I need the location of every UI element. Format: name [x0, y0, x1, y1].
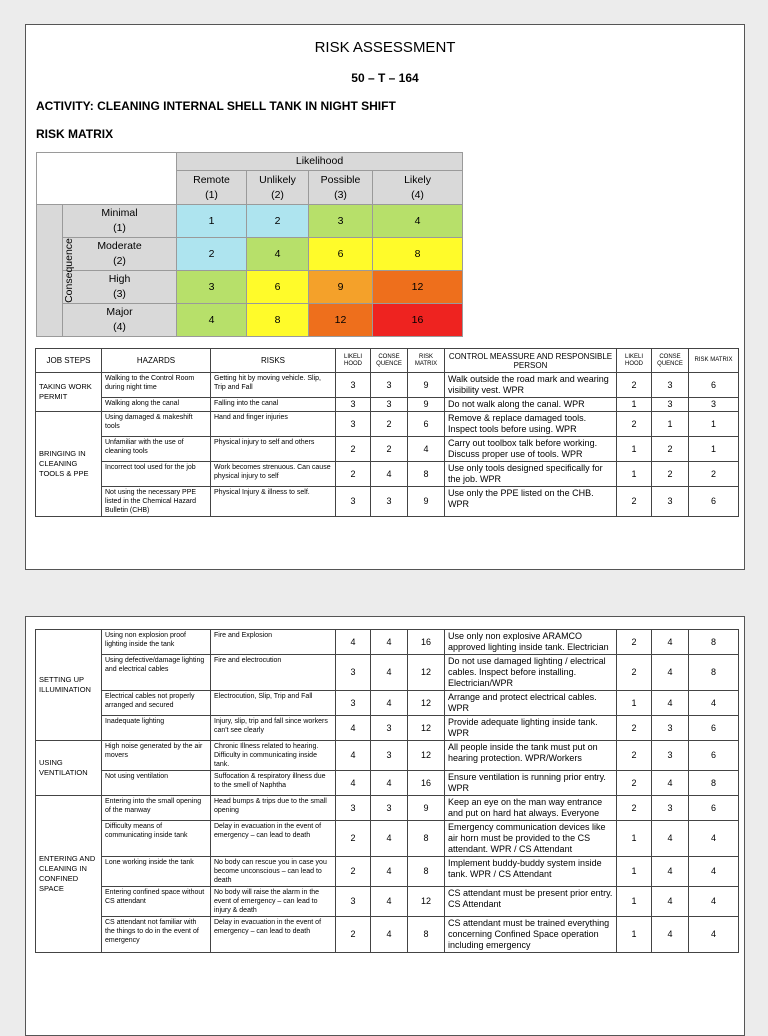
matrix-corner: [37, 153, 177, 205]
consequence-cell: 4: [371, 655, 408, 691]
risk-matrix-cell: 3: [177, 271, 247, 304]
likelihood-cell: 3: [336, 796, 371, 821]
control-measure-cell: Use only non explosive ARAMCO approved lighting inside tank. Electrician: [445, 630, 617, 655]
job-step-cell: USING VENTILATION: [36, 741, 102, 796]
likelihood-cell: 2: [336, 917, 371, 953]
risk-cell: Hand and finger injuries: [211, 412, 336, 437]
residual-risk-rating-cell: 6: [689, 716, 739, 741]
risk-matrix-cell: 2: [177, 238, 247, 271]
control-measure-cell: Emergency communication devices like air horn must be provided to the CS attendant. WPR / CS Attendant: [445, 821, 617, 857]
residual-consequence-cell: 4: [652, 771, 689, 796]
likelihood-col-header: [247, 171, 309, 205]
risk-cell: Physical injury to self and others: [211, 437, 336, 462]
residual-risk-rating-cell: 8: [689, 655, 739, 691]
likelihood-col-num: (3): [334, 188, 347, 201]
header-residual-consequence: CONSE QUENCE: [652, 349, 689, 373]
likelihood-cell: 2: [336, 437, 371, 462]
table-row: [36, 857, 739, 887]
risk-cell: Electrocution, Slip, Trip and Fall: [211, 691, 336, 716]
residual-likelihood-cell: 1: [617, 398, 652, 412]
table-row: [36, 771, 739, 796]
consequence-cell: 4: [371, 771, 408, 796]
residual-consequence-cell: 4: [652, 655, 689, 691]
likelihood-col-header: [373, 171, 463, 205]
residual-risk-rating-cell: 4: [689, 917, 739, 953]
risk-matrix-cell: 8: [247, 304, 309, 337]
risk-rating-cell: 8: [408, 917, 445, 953]
likelihood-col-num: (2): [271, 188, 284, 201]
table-row: [36, 655, 739, 691]
likelihood-cell: 2: [336, 857, 371, 887]
control-measure-cell: CS attendant must be trained everything concerning Confined Space operation including emergency: [445, 917, 617, 953]
residual-risk-rating-cell: 8: [689, 630, 739, 655]
likelihood-col-num: (1): [205, 188, 218, 201]
residual-likelihood-cell: 1: [617, 437, 652, 462]
hazard-cell: Using damaged & makeshift tools: [102, 412, 211, 437]
risk-cell: Physical Injury & illness to self.: [211, 487, 336, 517]
consequence-cell: 2: [371, 412, 408, 437]
risk-matrix-cell: 4: [177, 304, 247, 337]
residual-consequence-cell: 4: [652, 917, 689, 953]
table-row: [36, 437, 739, 462]
table-row: [36, 716, 739, 741]
risk-matrix-cell: 12: [309, 304, 373, 337]
risk-rating-cell: 8: [408, 821, 445, 857]
residual-consequence-cell: 1: [652, 412, 689, 437]
control-measure-cell: Ensure ventilation is running prior entry. WPR: [445, 771, 617, 796]
control-measure-cell: Arrange and protect electrical cables. WPR: [445, 691, 617, 716]
residual-consequence-cell: 4: [652, 887, 689, 917]
control-measure-cell: Remove & replace damaged tools. Inspect tools before using. WPR: [445, 412, 617, 437]
residual-likelihood-cell: 1: [617, 462, 652, 487]
residual-consequence-cell: 3: [652, 741, 689, 771]
hazard-cell: Not using ventilation: [102, 771, 211, 796]
document-page-2: [25, 616, 745, 1036]
likelihood-cell: 4: [336, 716, 371, 741]
table-row: [36, 917, 739, 953]
likelihood-cell: 4: [336, 771, 371, 796]
control-measure-cell: Do not walk along the canal. WPR: [445, 398, 617, 412]
residual-risk-rating-cell: 6: [689, 741, 739, 771]
risk-rating-cell: 12: [408, 887, 445, 917]
consequence-row-name: High: [108, 273, 131, 285]
likelihood-col-name: Remote: [193, 173, 230, 186]
document-title: RISK ASSESSMENT: [314, 39, 456, 56]
residual-likelihood-cell: 2: [617, 716, 652, 741]
risk-cell: Suffocation & respiratory illness due to the smell of Naphtha: [211, 771, 336, 796]
hazard-cell: Entering confined space without CS attendant: [102, 887, 211, 917]
table-row: [36, 887, 739, 917]
residual-risk-rating-cell: 4: [689, 691, 739, 716]
likelihood-col-header: [309, 171, 373, 205]
table-row: [36, 373, 739, 398]
residual-likelihood-cell: 1: [617, 691, 652, 716]
likelihood-cell: 4: [336, 741, 371, 771]
risk-cell: Getting hit by moving vehicle. Slip, Trip and Fall: [211, 373, 336, 398]
risk-cell: Chronic Illness related to hearing. Difficulty in communicating inside tank.: [211, 741, 336, 771]
risk-cell: No body can rescue you in case you become unconscious – can lead to death: [211, 857, 336, 887]
consequence-cell: 3: [371, 716, 408, 741]
risk-cell: Delay in evacuation in the event of emergency – can lead to death: [211, 821, 336, 857]
table-row: [36, 487, 739, 517]
job-step-cell: SETTING UP ILLUMINATION: [36, 630, 102, 741]
consequence-cell: 4: [371, 821, 408, 857]
likelihood-label: Likelihood: [177, 153, 463, 171]
residual-likelihood-cell: 2: [617, 741, 652, 771]
consequence-cell: 4: [371, 462, 408, 487]
header-consequence: CONSE QUENCE: [371, 349, 408, 373]
document-page-1: [25, 24, 745, 570]
residual-consequence-cell: 2: [652, 437, 689, 462]
residual-consequence-cell: 2: [652, 462, 689, 487]
residual-consequence-cell: 3: [652, 398, 689, 412]
residual-risk-rating-cell: 1: [689, 412, 739, 437]
residual-consequence-cell: 3: [652, 796, 689, 821]
consequence-cell: 3: [371, 796, 408, 821]
risk-cell: Work becomes strenuous. Can cause physical injury to self: [211, 462, 336, 487]
likelihood-cell: 3: [336, 691, 371, 716]
risk-cell: Head bumps & trips due to the small opening: [211, 796, 336, 821]
control-measure-cell: Implement buddy-buddy system inside tank. WPR / CS Attendant: [445, 857, 617, 887]
risk-cell: Injury, slip, trip and fall since workers can't see clearly: [211, 716, 336, 741]
residual-risk-rating-cell: 6: [689, 796, 739, 821]
consequence-row-header: [63, 205, 177, 238]
risk-rating-cell: 9: [408, 398, 445, 412]
residual-likelihood-cell: 2: [617, 412, 652, 437]
hazard-cell: Using defective/damage lighting and electrical cables: [102, 655, 211, 691]
risk-cell: Delay in evacuation in the event of emergency – can lead to death: [211, 917, 336, 953]
consequence-cell: 3: [371, 373, 408, 398]
consequence-cell: 4: [371, 691, 408, 716]
risk-rating-cell: 8: [408, 462, 445, 487]
consequence-label-text: Consequence: [62, 238, 75, 303]
hazard-cell: Incorrect tool used for the job: [102, 462, 211, 487]
table-row: [36, 630, 739, 655]
header-risk-matrix: RISK MATRIX: [408, 349, 445, 373]
residual-risk-rating-cell: 6: [689, 487, 739, 517]
risk-rating-cell: 4: [408, 437, 445, 462]
hazard-cell: Difficulty means of communicating inside tank: [102, 821, 211, 857]
table-row: [36, 741, 739, 771]
consequence-cell: 4: [371, 630, 408, 655]
risk-rating-cell: 12: [408, 691, 445, 716]
risk-matrix-cell: 1: [177, 205, 247, 238]
likelihood-col-name: Likely: [404, 173, 431, 186]
header-hazards: HAZARDS: [102, 349, 211, 373]
risk-matrix-cell: 9: [309, 271, 373, 304]
control-measure-cell: Keep an eye on the man way entrance and put on hard hat always. Everyone: [445, 796, 617, 821]
likelihood-cell: 3: [336, 373, 371, 398]
job-step-cell: TAKING WORK PERMIT: [36, 373, 102, 412]
residual-likelihood-cell: 1: [617, 917, 652, 953]
risk-cell: Fire and Explosion: [211, 630, 336, 655]
control-measure-cell: Use only tools designed specifically for the job. WPR: [445, 462, 617, 487]
job-step-cell: BRINGING IN CLEANING TOOLS & PPE: [36, 412, 102, 517]
likelihood-cell: 2: [336, 462, 371, 487]
residual-likelihood-cell: 2: [617, 655, 652, 691]
risk-rating-cell: 9: [408, 373, 445, 398]
residual-likelihood-cell: 2: [617, 487, 652, 517]
likelihood-cell: 4: [336, 630, 371, 655]
risk-rating-cell: 12: [408, 716, 445, 741]
likelihood-cell: 3: [336, 487, 371, 517]
residual-risk-rating-cell: 1: [689, 437, 739, 462]
risk-cell: Falling into the canal: [211, 398, 336, 412]
consequence-row-num: (2): [113, 255, 126, 267]
risk-rating-cell: 9: [408, 487, 445, 517]
likelihood-col-num: (4): [411, 188, 424, 201]
residual-consequence-cell: 3: [652, 373, 689, 398]
residual-consequence-cell: 3: [652, 487, 689, 517]
risk-rating-cell: 16: [408, 630, 445, 655]
hazard-cell: Walking to the Control Room during night time: [102, 373, 211, 398]
consequence-cell: 4: [371, 917, 408, 953]
consequence-row-num: (4): [113, 321, 126, 333]
hazard-cell: High noise generated by the air movers: [102, 741, 211, 771]
risk-matrix-cell: 4: [373, 205, 463, 238]
control-measure-cell: Walk outside the road mark and wearing visibility vest. WPR: [445, 373, 617, 398]
hazard-cell: CS attendant not familiar with the things to do in the event of emergency: [102, 917, 211, 953]
residual-consequence-cell: 4: [652, 691, 689, 716]
residual-risk-rating-cell: 3: [689, 398, 739, 412]
risk-matrix-cell: 16: [373, 304, 463, 337]
consequence-row-header: [63, 271, 177, 304]
risk-rating-cell: 9: [408, 796, 445, 821]
table-row: [36, 796, 739, 821]
consequence-row-num: (1): [113, 222, 126, 234]
risk-rating-cell: 6: [408, 412, 445, 437]
consequence-row-header: [63, 304, 177, 337]
risk-matrix-table: [36, 152, 463, 337]
consequence-row-name: Major: [106, 306, 133, 318]
residual-likelihood-cell: 1: [617, 821, 652, 857]
hazard-cell: Lone working inside the tank: [102, 857, 211, 887]
likelihood-col-header: [177, 171, 247, 205]
residual-risk-rating-cell: 4: [689, 857, 739, 887]
risk-matrix-cell: 2: [247, 205, 309, 238]
likelihood-cell: 2: [336, 821, 371, 857]
hazard-cell: Unfamiliar with the use of cleaning tools: [102, 437, 211, 462]
likelihood-cell: 3: [336, 398, 371, 412]
risk-matrix-heading: RISK MATRIX: [36, 127, 114, 141]
residual-risk-rating-cell: 2: [689, 462, 739, 487]
residual-consequence-cell: 4: [652, 630, 689, 655]
risk-cell: No body will raise the alarm in the event of emergency – can lead to injury & death: [211, 887, 336, 917]
risk-cell: Fire and electrocution: [211, 655, 336, 691]
residual-likelihood-cell: 1: [617, 857, 652, 887]
consequence-cell: 4: [371, 857, 408, 887]
risk-matrix-cell: 6: [309, 238, 373, 271]
control-measure-cell: Carry out toolbox talk before working. Discuss proper use of tools. WPR: [445, 437, 617, 462]
header-residual-likelihood: LIKELI HOOD: [617, 349, 652, 373]
hazard-cell: Not using the necessary PPE listed in the Chemical Hazard Bulletin (CHB): [102, 487, 211, 517]
hazard-cell: Walking along the canal: [102, 398, 211, 412]
table-row: [36, 691, 739, 716]
risk-matrix-cell: 12: [373, 271, 463, 304]
consequence-cell: 4: [371, 887, 408, 917]
residual-likelihood-cell: 2: [617, 796, 652, 821]
risk-matrix-cell: 6: [247, 271, 309, 304]
control-measure-cell: Do not use damaged lighting / electrical cables. Inspect before installing. Electrician/WPR: [445, 655, 617, 691]
residual-consequence-cell: 4: [652, 821, 689, 857]
residual-risk-rating-cell: 4: [689, 887, 739, 917]
hazard-cell: Entering into the small opening of the manway: [102, 796, 211, 821]
likelihood-cell: 3: [336, 412, 371, 437]
table-row: [36, 398, 739, 412]
consequence-row-num: (3): [113, 288, 126, 300]
consequence-row-header: [63, 238, 177, 271]
likelihood-col-name: Unlikely: [259, 173, 296, 186]
residual-likelihood-cell: 2: [617, 373, 652, 398]
risk-matrix-cell: 4: [247, 238, 309, 271]
consequence-cell: 2: [371, 437, 408, 462]
residual-consequence-cell: 3: [652, 716, 689, 741]
likelihood-cell: 3: [336, 655, 371, 691]
control-measure-cell: Provide adequate lighting inside tank. WPR: [445, 716, 617, 741]
risk-matrix-cell: 3: [309, 205, 373, 238]
job-step-cell: ENTERING AND CLEANING IN CONFINED SPACE: [36, 796, 102, 953]
residual-risk-rating-cell: 8: [689, 771, 739, 796]
hazard-cell: Inadequate lighting: [102, 716, 211, 741]
header-likelihood: LIKELI HOOD: [336, 349, 371, 373]
consequence-cell: 3: [371, 487, 408, 517]
consequence-cell: 3: [371, 398, 408, 412]
consequence-cell: 3: [371, 741, 408, 771]
header-risks: RISKS: [211, 349, 336, 373]
risk-matrix-cell: 8: [373, 238, 463, 271]
document-code: 50 – T – 164: [351, 71, 419, 85]
control-measure-cell: All people inside the tank must put on hearing protection. WPR/Workers: [445, 741, 617, 771]
activity-heading: ACTIVITY: CLEANING INTERNAL SHELL TANK IN NIGHT SHIFT: [36, 99, 396, 113]
risk-assessment-table-page-2: [35, 629, 739, 953]
risk-assessment-table-page-1: [35, 348, 739, 517]
consequence-label: [37, 205, 75, 337]
control-measure-cell: CS attendant must be present prior entry. CS Attendant: [445, 887, 617, 917]
hazard-cell: Electrical cables not properly arranged and secured: [102, 691, 211, 716]
risk-rating-cell: 8: [408, 857, 445, 887]
hazard-cell: Using non explosion proof lighting inside the tank: [102, 630, 211, 655]
header-control-measure: CONTROL MEASSURE AND RESPONSIBLE PERSON: [445, 349, 617, 373]
residual-risk-rating-cell: 6: [689, 373, 739, 398]
residual-likelihood-cell: 1: [617, 887, 652, 917]
risk-rating-cell: 16: [408, 771, 445, 796]
risk-rating-cell: 12: [408, 655, 445, 691]
header-job-steps: JOB STEPS: [36, 349, 102, 373]
residual-consequence-cell: 4: [652, 857, 689, 887]
consequence-row-name: Minimal: [101, 207, 138, 219]
residual-likelihood-cell: 2: [617, 771, 652, 796]
table-row: [36, 821, 739, 857]
control-measure-cell: Use only the PPE listed on the CHB. WPR: [445, 487, 617, 517]
risk-matrix: [36, 152, 431, 336]
risk-rating-cell: 12: [408, 741, 445, 771]
residual-likelihood-cell: 2: [617, 630, 652, 655]
table-row: [36, 412, 739, 437]
header-residual-risk-matrix: RISK MATRIX: [689, 349, 739, 373]
likelihood-col-name: Possible: [320, 173, 361, 186]
consequence-row-name: Moderate: [97, 240, 142, 252]
likelihood-cell: 3: [336, 887, 371, 917]
residual-risk-rating-cell: 4: [689, 821, 739, 857]
table-row: [36, 462, 739, 487]
